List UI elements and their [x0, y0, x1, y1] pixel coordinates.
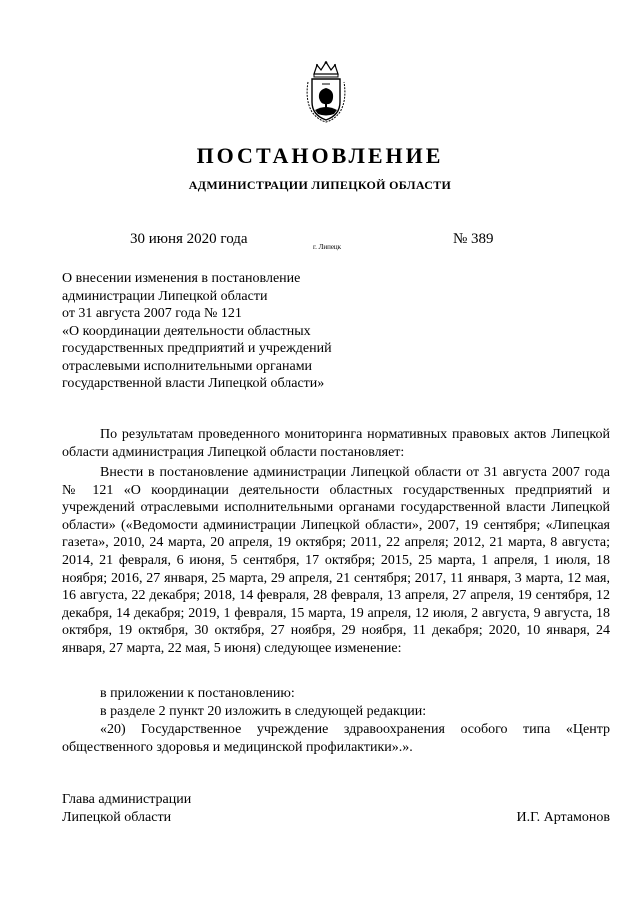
- signatory-position-line: Липецкой области: [62, 810, 172, 825]
- amendment-line-appendix: в приложении к постановлению:: [100, 686, 295, 701]
- signatory-position: [62, 791, 191, 827]
- subject-line: О внесении изменения в постановление: [62, 271, 301, 286]
- subject-line: администрации Липецкой области: [62, 288, 268, 304]
- document-date: 30 июня 2020 года: [130, 231, 248, 247]
- amendment-quote: «20) Государственное учреждение здравоохранения особого типа «Центр общественного здоровья и медицинской профилактики».».: [62, 722, 610, 755]
- subject-line: от 31 августа 2007 года № 121: [62, 306, 242, 321]
- main-paragraph: Внести в постановление администрации Липецкой области от 31 августа 2007 года № 121 «О координации деятельности областных государственных предприятий и учреждений отраслевыми исполнительными органами государственной власти Липецкой области» («Ведомости администрации Липецкой области», 2007, 19 сентября; «Липецкая газета», 2010, 24 марта, 20 апреля, 19 октября; 2011, 22 апреля; 2012, 21 марта, 8 августа; 2014, 21 февраля, 6 июня, 5 сентября, 17 октября; 2015, 25 марта, 1 апреля, 1 июля, 18 ноября; 2016, 27 января, 25 марта, 29 апреля, 21 сентября; 2017, 11 января, 3 марта, 12 мая, 16 августа, 22 декабря; 2018, 14 февраля, 28 февраля, 13 апреля, 27 апреля, 19 сентября, 12 декабря, 14 декабря; 2019, 1 февраля, 15 марта, 19 апреля, 12 июля, 2 августа, 9 августа, 18 октября, 19 октября, 30 октября, 27 ноября, 29 ноября, 11 декабря; 2020, 10 января, 24 января, 27 марта, 22 мая, 5 июня) следующее изменение:: [62, 465, 610, 656]
- amendment-line-section: в разделе 2 пункт 20 изложить в следующей редакции:: [100, 704, 427, 719]
- signatory-position-line: Глава администрации: [62, 792, 192, 807]
- signatory-name: И.Г. Артамонов: [516, 810, 610, 825]
- document-subject: [62, 270, 382, 393]
- document-number: № 389: [453, 231, 494, 247]
- lipetsk-coat-of-arms-icon: [304, 60, 348, 124]
- issuing-authority: АДМИНИСТРАЦИИ ЛИПЕЦКОЙ ОБЛАСТИ: [188, 178, 452, 192]
- subject-line: «О координации деятельности областных: [62, 323, 311, 339]
- document-city: г. Липецк: [313, 243, 342, 251]
- subject-line: государственной власти Липецкой области»: [62, 376, 325, 391]
- subject-line: отраслевыми исполнительными органами: [62, 358, 313, 374]
- intro-paragraph: По результатам проведенного мониторинга нормативных правовых актов Липецкой области администрация Липецкой области постановляет:: [62, 427, 610, 460]
- document-title: ПОСТАНОВЛЕНИЕ: [196, 143, 444, 168]
- subject-line: государственных предприятий и учреждений: [62, 341, 332, 356]
